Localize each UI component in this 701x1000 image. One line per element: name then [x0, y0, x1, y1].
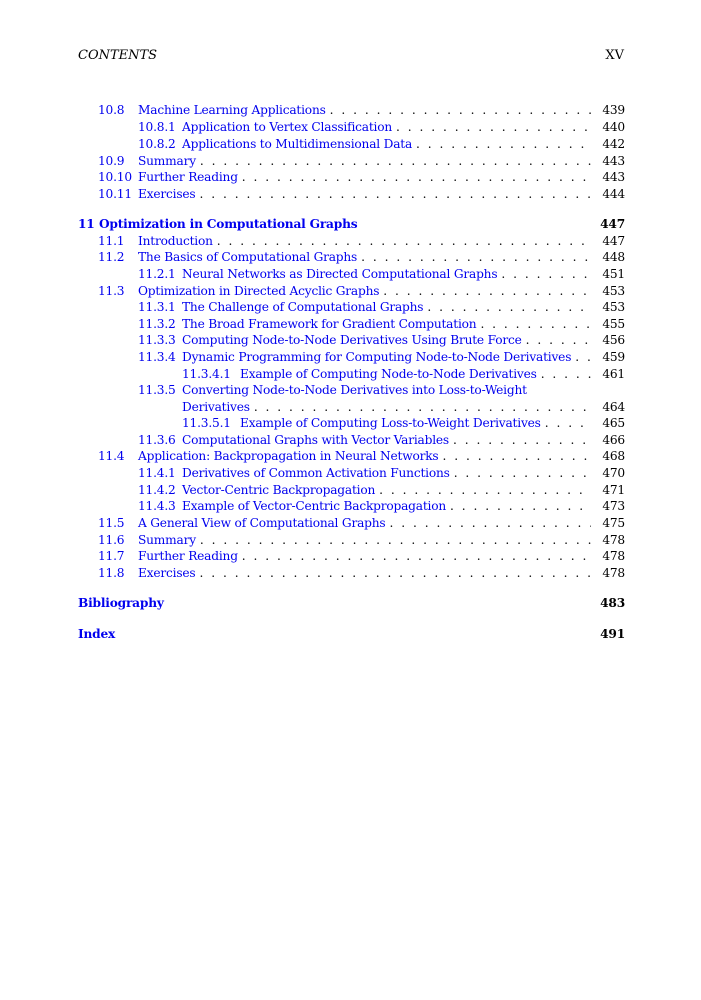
toc-bibliography-entry[interactable] [0, 595, 701, 611]
dot-leader [427, 299, 591, 315]
dot-leader [575, 349, 591, 365]
toc-entry-title: Example of Computing Loss-to-Weight Derivatives [240, 416, 541, 430]
toc-entry-number: 11.3.5.1 [182, 416, 231, 430]
dot-leader [545, 415, 591, 431]
toc-entry-page: 444 [602, 187, 625, 201]
toc-entry-title: Dynamic Programming for Computing Node-to-Node Derivatives [182, 350, 572, 364]
dot-leader [383, 283, 591, 299]
toc-entry-number: 10.10 [98, 170, 132, 184]
toc-entry-number: 10.11 [98, 187, 132, 201]
toc-entry-number: 11.1 [98, 234, 125, 248]
toc-entry-page: 447 [602, 234, 625, 248]
dot-leader [199, 186, 591, 202]
toc-entry-title: Exercises [138, 187, 196, 201]
toc-entry-page: 478 [602, 533, 625, 547]
toc-entry-page: 453 [602, 300, 625, 314]
toc-entry-title: Summary [138, 154, 196, 168]
toc-entry-page: 475 [602, 516, 625, 530]
toc-entry-title: Derivatives of Common Activation Functions [182, 466, 450, 480]
toc-entry-page: 442 [602, 137, 625, 151]
toc-entry-number: 11.4.2 [138, 483, 176, 497]
toc-entry[interactable] [0, 498, 701, 514]
toc-entry-title: A General View of Computational Graphs [138, 516, 386, 530]
toc-entry-title: Optimization in Directed Acyclic Graphs [138, 284, 380, 298]
toc-entry-number: 11.3.4 [138, 350, 176, 364]
toc-entry-number: 11.3.1 [138, 300, 176, 314]
toc-entry[interactable] [0, 299, 701, 315]
dot-leader [453, 432, 591, 448]
toc-entry[interactable] [0, 482, 701, 498]
toc-entry-number: 11.3.2 [138, 317, 176, 331]
dot-leader [480, 316, 591, 332]
toc-entry[interactable] [0, 548, 701, 564]
dot-leader [526, 332, 591, 348]
bibliography-title: Bibliography [78, 596, 164, 610]
toc-entry-number: 10.8.2 [138, 137, 176, 151]
toc-entry[interactable] [0, 332, 701, 348]
header-page-number: XV [605, 48, 624, 63]
toc-entry[interactable] [0, 415, 701, 431]
toc-entry-page: 471 [602, 483, 625, 497]
toc-entry-title: Converting Node-to-Node Derivatives into Loss-to-Weight [182, 383, 527, 397]
dot-leader [501, 266, 591, 282]
toc-entry-number: 11.4.1 [138, 466, 176, 480]
toc-entry-title: The Challenge of Computational Graphs [182, 300, 424, 314]
dot-leader [330, 102, 591, 118]
toc-entry[interactable] [0, 565, 701, 581]
toc-entry-title: Machine Learning Applications [138, 103, 326, 117]
toc-entry-number: 11.2.1 [138, 267, 176, 281]
toc-entry[interactable] [0, 349, 701, 365]
toc-entry-number: 11.3 [98, 284, 125, 298]
toc-entry-number: 11.6 [98, 533, 125, 547]
toc-entry-page: 461 [602, 367, 625, 381]
toc-entry[interactable] [0, 249, 701, 265]
toc-entry[interactable] [0, 432, 701, 448]
dot-leader [454, 465, 591, 481]
toc-entry-title: Example of Vector-Centric Backpropagation [182, 499, 447, 513]
toc-entry-number: 11.3.3 [138, 333, 176, 347]
toc-entry-page: 466 [602, 433, 625, 447]
toc-chapter-entry[interactable] [0, 216, 701, 232]
toc-entry-page: 478 [602, 549, 625, 563]
toc-entry-title: Introduction [138, 234, 213, 248]
toc-entry-number: 10.8.1 [138, 120, 176, 134]
toc-entry[interactable] [0, 465, 701, 481]
toc-entry-number: 11.7 [98, 549, 125, 563]
toc-entry-number: 11.3.5 [138, 383, 176, 397]
dot-leader [416, 136, 591, 152]
toc-entry-page: 456 [602, 333, 625, 347]
toc-entry-page: 439 [602, 103, 625, 117]
toc-entry[interactable] [0, 515, 701, 531]
toc-entry-page: 455 [602, 317, 625, 331]
dot-leader [396, 119, 591, 135]
dot-leader [242, 548, 591, 564]
toc-entry-number: 11.5 [98, 516, 125, 530]
index-page: 491 [600, 627, 625, 641]
chapter-page: 447 [600, 217, 625, 231]
toc-entry-title: The Basics of Computational Graphs [138, 250, 358, 264]
toc-entry-title: Applications to Multidimensional Data [182, 137, 413, 151]
toc-entry[interactable] [0, 448, 701, 464]
toc-entry-page: 468 [602, 449, 625, 463]
dot-leader [200, 532, 591, 548]
toc-entry[interactable] [0, 136, 701, 152]
toc-entry[interactable] [0, 316, 701, 332]
toc-entry-number: 11.4 [98, 449, 125, 463]
toc-entry-page: 451 [602, 267, 625, 281]
toc-entry-number: 11.8 [98, 566, 125, 580]
running-header [78, 48, 624, 66]
dot-leader [254, 399, 591, 415]
toc-entry-number: 10.8 [98, 103, 125, 117]
toc-entry[interactable] [0, 102, 701, 118]
toc-entry-continuation[interactable] [0, 399, 701, 415]
toc-entry-page: 470 [602, 466, 625, 480]
toc-entry-title: Application to Vertex Classification [182, 120, 393, 134]
toc-entry-page: 443 [602, 154, 625, 168]
toc-entry-title: Derivatives [182, 400, 250, 414]
header-title: CONTENTS [78, 48, 158, 63]
dot-leader [242, 169, 591, 185]
toc-entry[interactable] [0, 119, 701, 135]
toc-entry-page: 465 [602, 416, 625, 430]
toc-entry-title: Further Reading [138, 170, 238, 184]
toc-entry-title: Further Reading [138, 549, 238, 563]
toc-entry-title: Computational Graphs with Vector Variables [182, 433, 449, 447]
toc-entry[interactable] [0, 169, 701, 185]
dot-leader [442, 448, 591, 464]
toc-entry-title: Computing Node-to-Node Derivatives Using Brute Force [182, 333, 522, 347]
toc-entry[interactable] [0, 283, 701, 299]
toc-entry-page: 440 [602, 120, 625, 134]
dot-leader [389, 515, 591, 531]
toc-entry-number: 11.2 [98, 250, 125, 264]
dot-leader [450, 498, 591, 514]
dot-leader [199, 565, 591, 581]
dot-leader [200, 153, 591, 169]
dot-leader [217, 233, 591, 249]
toc-entry-title: Neural Networks as Directed Computational Graphs [182, 267, 498, 281]
toc-entry-page: 464 [602, 400, 625, 414]
toc-entry-page: 459 [602, 350, 625, 364]
toc-entry[interactable] [0, 366, 701, 382]
toc-index-entry[interactable] [0, 626, 701, 642]
toc-entry-title: Vector-Centric Backpropagation [182, 483, 376, 497]
dot-leader [379, 482, 591, 498]
index-title: Index [78, 627, 116, 641]
chapter-title: Optimization in Computational Graphs [99, 217, 358, 231]
dot-leader [541, 366, 591, 382]
toc-entry-title: Application: Backpropagation in Neural Networks [138, 449, 439, 463]
toc-entry-page: 453 [602, 284, 625, 298]
toc-entry-number: 11.3.4.1 [182, 367, 231, 381]
toc-entry[interactable] [0, 532, 701, 548]
chapter-number: 11 [78, 217, 95, 231]
toc-entry-title: The Broad Framework for Gradient Computation [182, 317, 477, 331]
dot-leader [361, 249, 591, 265]
toc-entry-page: 478 [602, 566, 625, 580]
toc-entry[interactable] [0, 266, 701, 282]
bibliography-page: 483 [600, 596, 625, 610]
toc-entry-number: 10.9 [98, 154, 125, 168]
toc-entry[interactable] [0, 153, 701, 169]
toc-entry[interactable] [0, 186, 701, 202]
toc-entry-page: 448 [602, 250, 625, 264]
toc-entry-page: 443 [602, 170, 625, 184]
toc-entry[interactable] [0, 382, 701, 398]
toc-entry-number: 11.3.6 [138, 433, 176, 447]
toc-entry-number: 11.4.3 [138, 499, 176, 513]
toc-entry-title: Exercises [138, 566, 196, 580]
toc-entry-title: Example of Computing Node-to-Node Derivatives [240, 367, 537, 381]
toc-entry-page: 473 [602, 499, 625, 513]
toc-entry-title: Summary [138, 533, 196, 547]
toc-entry[interactable] [0, 233, 701, 249]
